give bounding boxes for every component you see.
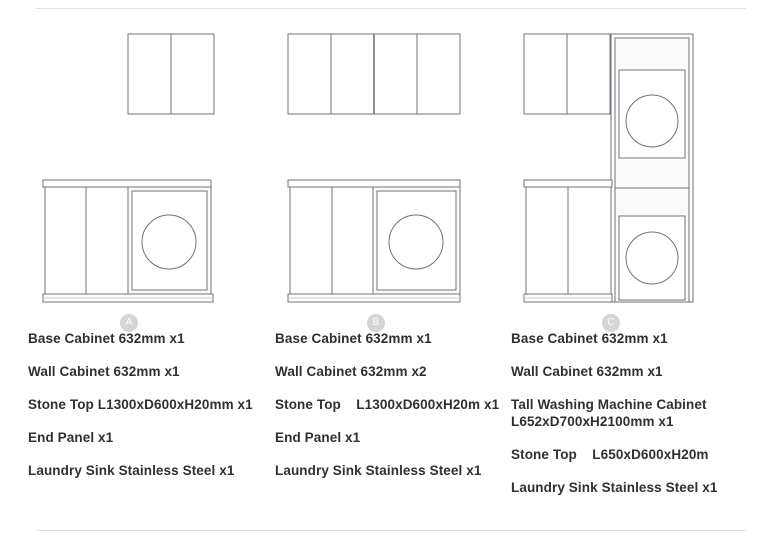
option-c-specs — [511, 330, 769, 512]
option-b-drawing — [275, 20, 515, 328]
option-a — [28, 0, 268, 544]
spec-item — [28, 330, 278, 347]
spec-lead: Stone Top — [275, 397, 345, 412]
option-c-badge: C — [602, 314, 620, 332]
option-a-drawing — [28, 20, 268, 328]
spec-lead: Tall Washing Machine Cabinet L652xD700xH2100mm x1 — [511, 397, 707, 429]
spec-tail: L650xD600xH20m — [580, 447, 709, 462]
spec-item — [275, 429, 525, 446]
spec-lead: Laundry Sink Stainless Steel x1 — [511, 480, 718, 495]
spec-item — [28, 429, 278, 446]
spec-item — [275, 363, 525, 380]
option-b-specs — [275, 330, 525, 495]
spec-lead: Stone Top L1300xD600xH20mm x1 — [28, 397, 253, 412]
option-a-specs — [28, 330, 278, 495]
spec-item — [275, 396, 525, 413]
spec-item — [511, 479, 769, 496]
option-b-badge: B — [367, 314, 385, 332]
spec-item — [275, 330, 525, 347]
spec-lead: Base Cabinet 632mm x1 — [28, 331, 185, 346]
spec-lead: Base Cabinet 632mm x1 — [511, 331, 668, 346]
option-b — [275, 0, 515, 544]
spec-lead: End Panel x1 — [275, 430, 361, 445]
spec-lead: End Panel x1 — [28, 430, 114, 445]
option-c — [511, 0, 751, 544]
spec-lead: Wall Cabinet 632mm x2 — [275, 364, 427, 379]
spec-item — [511, 446, 769, 463]
spec-item — [28, 396, 278, 413]
spec-lead: Base Cabinet 632mm x1 — [275, 331, 432, 346]
spec-item — [28, 462, 278, 479]
spec-item — [28, 363, 278, 380]
option-c-drawing — [511, 20, 751, 328]
cabinet-diagram-a — [28, 20, 268, 310]
option-a-badge: A — [120, 314, 138, 332]
spec-lead: Wall Cabinet 632mm x1 — [511, 364, 663, 379]
spec-item — [275, 462, 525, 479]
cabinet-diagram-b — [275, 20, 515, 310]
spec-item — [511, 396, 769, 430]
spec-lead: Wall Cabinet 632mm x1 — [28, 364, 180, 379]
spec-item — [511, 363, 769, 380]
spec-tail: L1300xD600xH20m x1 — [344, 397, 500, 412]
cabinet-diagram-c — [511, 20, 751, 310]
spec-lead: Stone Top — [511, 447, 581, 462]
spec-lead: Laundry Sink Stainless Steel x1 — [28, 463, 235, 478]
spec-item — [511, 330, 769, 347]
spec-lead: Laundry Sink Stainless Steel x1 — [275, 463, 482, 478]
